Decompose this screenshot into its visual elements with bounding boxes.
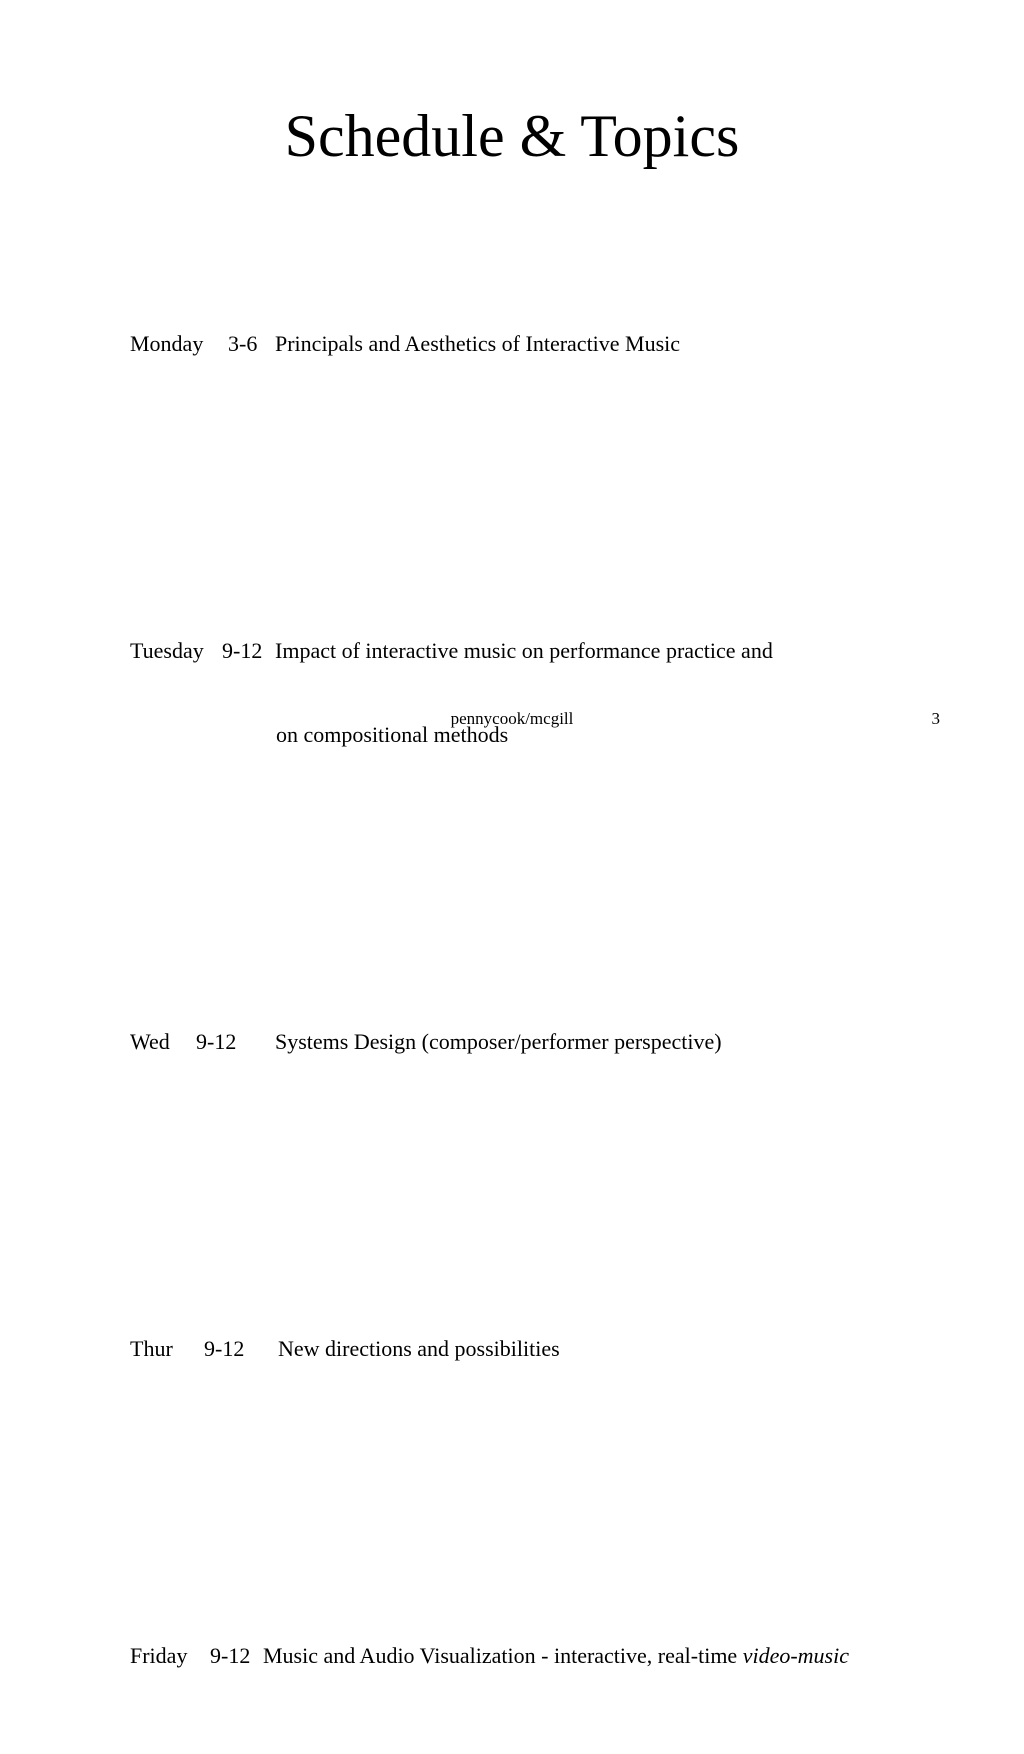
- schedule-entry-friday: [130, 1586, 849, 1726]
- schedule-entry-monday: [130, 274, 849, 414]
- schedule-entry-wed: [130, 972, 849, 1112]
- schedule-topic: Principals and Aesthetics of Interactive Music: [275, 331, 681, 356]
- schedule-topic: Systems Design (composer/performer perspective): [275, 1029, 722, 1054]
- schedule-time: 9-12: [222, 638, 263, 663]
- schedule-topic: New directions and possibilities: [278, 1336, 560, 1361]
- schedule-time: 9-12: [210, 1643, 251, 1668]
- footer-text: pennycook/mcgill: [450, 709, 574, 728]
- schedule-day: Wed: [130, 1029, 170, 1054]
- schedule-list: [130, 218, 849, 1754]
- schedule-time: 3-6: [228, 331, 258, 356]
- schedule-time: 9-12: [196, 1029, 237, 1054]
- schedule-topic-italic: video-music: [742, 1643, 849, 1668]
- schedule-topic-continued: on compositional methods: [276, 722, 509, 747]
- schedule-day: Tuesday: [130, 638, 204, 663]
- schedule-entry-thur: [130, 1279, 849, 1419]
- schedule-topic: Impact of interactive music on performance practice and: [275, 638, 773, 663]
- slide-title: Schedule & Topics: [284, 103, 740, 169]
- schedule-day: Monday: [130, 331, 204, 356]
- schedule-day: Friday: [130, 1643, 188, 1668]
- page-number: 3: [931, 709, 940, 728]
- schedule-topic: [263, 1642, 849, 1670]
- schedule-topic-text: Music and Audio Visualization - interactive, real-time: [263, 1643, 743, 1668]
- schedule-entry-tuesday: [130, 581, 849, 805]
- schedule-time: 9-12: [204, 1336, 245, 1361]
- schedule-day: Thur: [130, 1336, 173, 1361]
